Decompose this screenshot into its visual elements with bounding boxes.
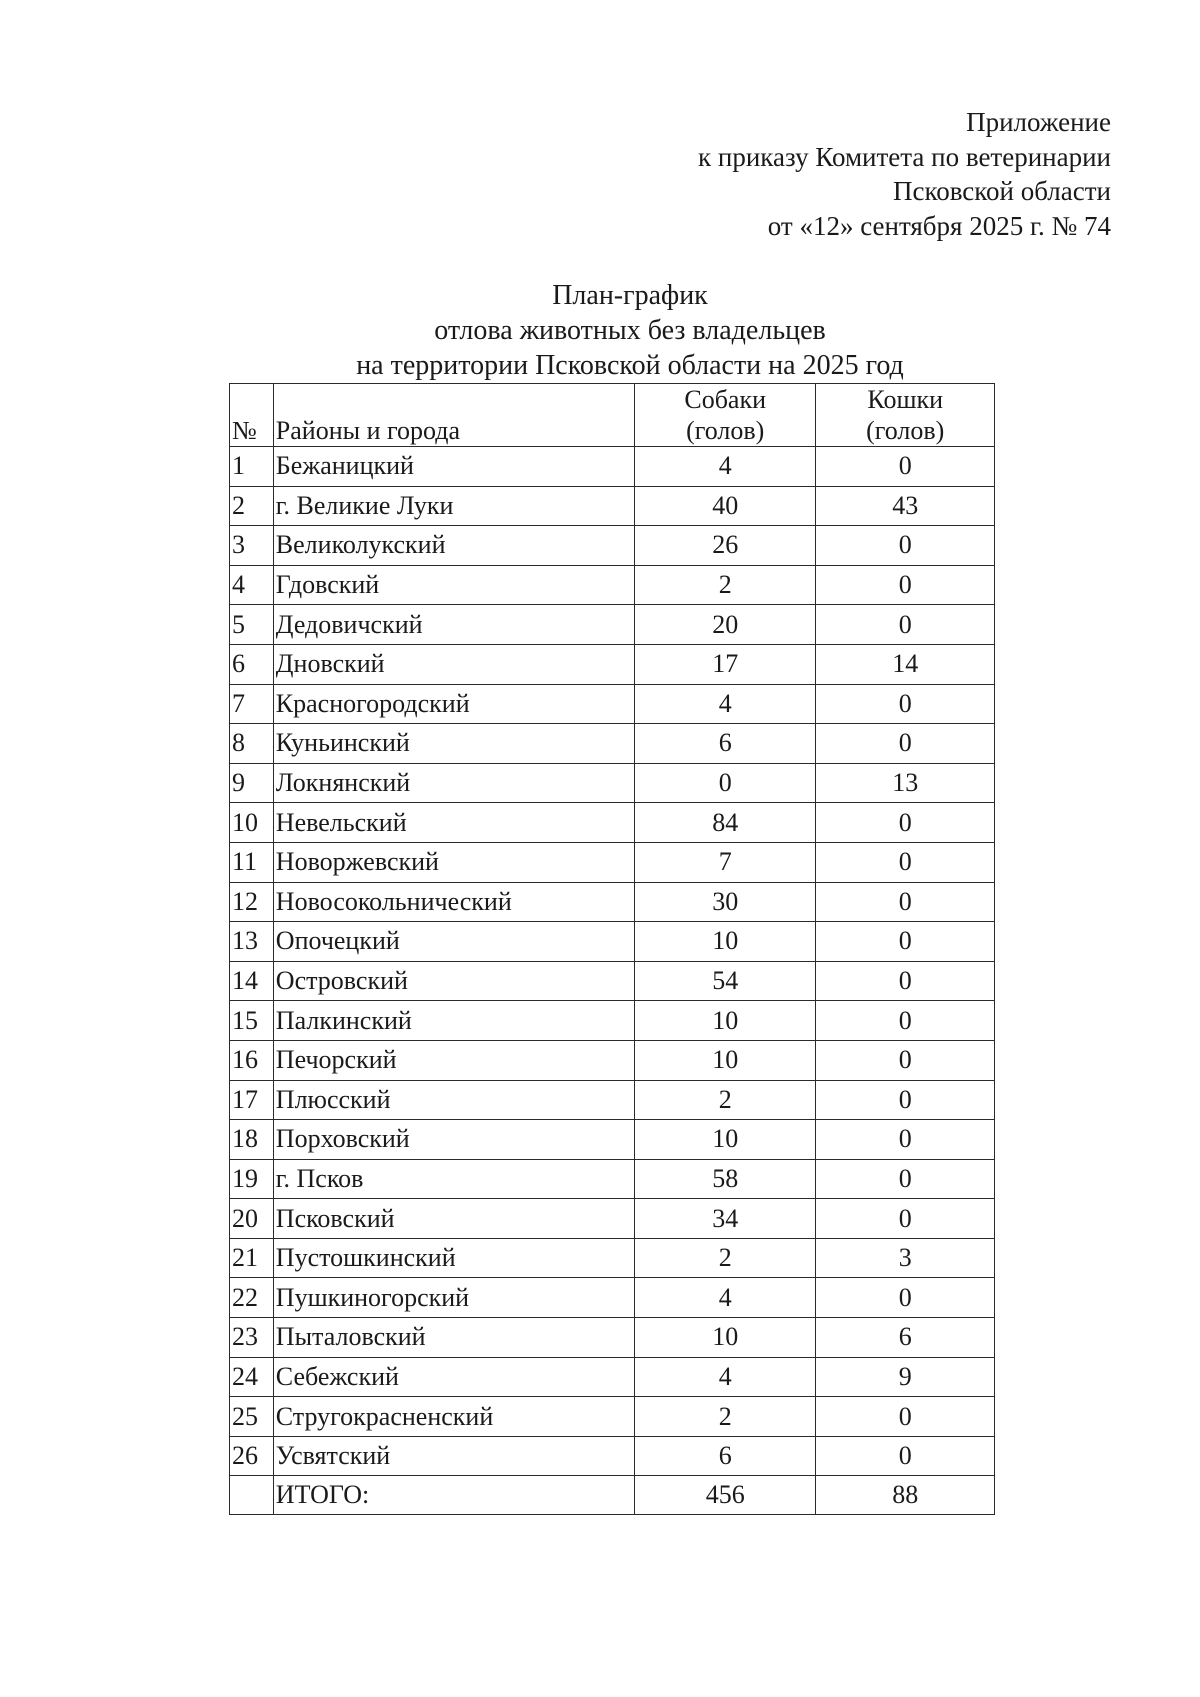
row-num: 21 [230, 1238, 274, 1278]
row-num: 20 [230, 1199, 274, 1239]
row-dogs: 4 [634, 1357, 816, 1397]
table-row [230, 684, 995, 724]
table-row [230, 1318, 995, 1358]
table-row [230, 565, 995, 605]
table-row [230, 1436, 995, 1476]
table-row [230, 1159, 995, 1199]
row-district: Пыталовский [273, 1318, 634, 1358]
row-cats: 0 [816, 1001, 995, 1041]
row-district: Пустошкинский [273, 1238, 634, 1278]
row-dogs: 6 [634, 724, 816, 764]
appendix-line-3: Псковской области [892, 176, 1111, 206]
row-dogs: 17 [634, 644, 816, 684]
row-cats: 0 [816, 1278, 995, 1318]
row-dogs: 30 [634, 882, 816, 922]
row-district: Локнянский [273, 763, 634, 803]
row-cats: 6 [816, 1318, 995, 1358]
row-num: 25 [230, 1397, 274, 1437]
document-title [230, 278, 1030, 383]
row-district: Себежский [273, 1357, 634, 1397]
row-cats: 0 [816, 1120, 995, 1160]
row-num: 12 [230, 882, 274, 922]
row-num: 10 [230, 803, 274, 843]
table-row [230, 1001, 995, 1041]
row-dogs: 4 [634, 1278, 816, 1318]
row-dogs: 2 [634, 1238, 816, 1278]
row-district: Стругокрасненский [273, 1397, 634, 1437]
row-dogs: 84 [634, 803, 816, 843]
row-num: 2 [230, 486, 274, 526]
row-cats: 14 [816, 644, 995, 684]
row-cats: 0 [816, 526, 995, 566]
row-cats: 0 [816, 605, 995, 645]
appendix-line-4: от «12» сентября 2025 г. № 74 [767, 210, 1111, 241]
row-dogs: 10 [634, 922, 816, 962]
table-row [230, 1120, 995, 1160]
table-row [230, 1278, 995, 1318]
row-district: Дновский [273, 644, 634, 684]
table-row [230, 1357, 995, 1397]
row-cats: 3 [816, 1238, 995, 1278]
table-row [230, 803, 995, 843]
row-num: 7 [230, 684, 274, 724]
row-district: Куньинский [273, 724, 634, 764]
table-header-row [230, 384, 995, 447]
row-dogs: 10 [634, 1001, 816, 1041]
row-num: 11 [230, 842, 274, 882]
title-line-1: План-график [552, 280, 708, 311]
row-num: 8 [230, 724, 274, 764]
table-row [230, 526, 995, 566]
row-dogs: 54 [634, 961, 816, 1001]
header-dogs [634, 384, 816, 447]
capture-plan-table [229, 383, 995, 1515]
table-row [230, 447, 995, 487]
table-row [230, 763, 995, 803]
row-dogs: 20 [634, 605, 816, 645]
table-row [230, 1397, 995, 1437]
total-label: ИТОГО: [273, 1476, 634, 1515]
total-dogs: 456 [634, 1476, 816, 1515]
row-cats: 0 [816, 447, 995, 487]
header-dogs-line1: Собаки [684, 385, 767, 414]
row-num: 19 [230, 1159, 274, 1199]
row-district: г. Псков [273, 1159, 634, 1199]
row-num: 14 [230, 961, 274, 1001]
row-num: 13 [230, 922, 274, 962]
table-row [230, 486, 995, 526]
row-district: Великолукский [273, 526, 634, 566]
row-dogs: 7 [634, 842, 816, 882]
row-cats: 0 [816, 565, 995, 605]
row-district: г. Великие Луки [273, 486, 634, 526]
row-district: Новосокольнический [273, 882, 634, 922]
table-row [230, 1080, 995, 1120]
row-cats: 0 [816, 1397, 995, 1437]
row-cats: 0 [816, 1040, 995, 1080]
appendix-line-1: Приложение [966, 107, 1111, 137]
row-dogs: 2 [634, 1080, 816, 1120]
row-num: 6 [230, 644, 274, 684]
row-dogs: 10 [634, 1120, 816, 1160]
row-num: 18 [230, 1120, 274, 1160]
row-district: Дедовичский [273, 605, 634, 645]
table-row [230, 605, 995, 645]
row-dogs: 40 [634, 486, 816, 526]
row-dogs: 10 [634, 1040, 816, 1080]
row-cats: 0 [816, 922, 995, 962]
table-row [230, 644, 995, 684]
row-cats: 0 [816, 961, 995, 1001]
row-district: Печорский [273, 1040, 634, 1080]
total-row [230, 1476, 995, 1515]
row-cats: 0 [816, 842, 995, 882]
row-district: Красногородский [273, 684, 634, 724]
row-num: 16 [230, 1040, 274, 1080]
header-district: Районы и города [273, 384, 634, 447]
row-district: Усвятский [273, 1436, 634, 1476]
row-dogs: 6 [634, 1436, 816, 1476]
table-row [230, 724, 995, 764]
row-cats: 9 [816, 1357, 995, 1397]
header-num: № [230, 384, 274, 447]
table-row [230, 1238, 995, 1278]
title-line-2: отлова животных без владельцев [434, 315, 826, 346]
row-num: 22 [230, 1278, 274, 1318]
row-dogs: 58 [634, 1159, 816, 1199]
row-cats: 0 [816, 684, 995, 724]
row-cats: 43 [816, 486, 995, 526]
header-cats-line1: Кошки [867, 385, 944, 414]
header-dogs-line2: (голов) [686, 416, 765, 445]
header-cats-line2: (голов) [866, 416, 945, 445]
row-district: Островский [273, 961, 634, 1001]
row-num: 23 [230, 1318, 274, 1358]
row-district: Опочецкий [273, 922, 634, 962]
row-district: Невельский [273, 803, 634, 843]
row-district: Псковский [273, 1199, 634, 1239]
row-dogs: 10 [634, 1318, 816, 1358]
row-district: Пушкиногорский [273, 1278, 634, 1318]
appendix-header [698, 105, 1111, 243]
table-row [230, 961, 995, 1001]
row-dogs: 26 [634, 526, 816, 566]
row-num: 26 [230, 1436, 274, 1476]
row-dogs: 2 [634, 565, 816, 605]
row-cats: 0 [816, 803, 995, 843]
row-cats: 13 [816, 763, 995, 803]
row-cats: 0 [816, 1080, 995, 1120]
row-cats: 0 [816, 724, 995, 764]
row-dogs: 0 [634, 763, 816, 803]
title-line-3: на территории Псковской области на 2025 год [356, 350, 904, 381]
row-num: 1 [230, 447, 274, 487]
row-district: Бежаницкий [273, 447, 634, 487]
total-num [230, 1476, 274, 1515]
row-num: 24 [230, 1357, 274, 1397]
row-dogs: 4 [634, 447, 816, 487]
row-cats: 0 [816, 1159, 995, 1199]
table-row [230, 922, 995, 962]
row-district: Плюсский [273, 1080, 634, 1120]
table-row [230, 882, 995, 922]
row-district: Порховский [273, 1120, 634, 1160]
total-cats: 88 [816, 1476, 995, 1515]
row-dogs: 2 [634, 1397, 816, 1437]
table-row [230, 1040, 995, 1080]
row-district: Новоржевский [273, 842, 634, 882]
table-body [230, 447, 995, 1476]
row-num: 17 [230, 1080, 274, 1120]
table-row [230, 842, 995, 882]
row-num: 15 [230, 1001, 274, 1041]
row-num: 5 [230, 605, 274, 645]
appendix-line-2: к приказу Комитета по ветеринарии [698, 141, 1111, 172]
row-cats: 0 [816, 1436, 995, 1476]
row-district: Гдовский [273, 565, 634, 605]
table-row [230, 1199, 995, 1239]
header-cats [816, 384, 995, 447]
row-district: Палкинский [273, 1001, 634, 1041]
row-num: 3 [230, 526, 274, 566]
row-num: 4 [230, 565, 274, 605]
row-num: 9 [230, 763, 274, 803]
row-cats: 0 [816, 1199, 995, 1239]
row-cats: 0 [816, 882, 995, 922]
row-dogs: 34 [634, 1199, 816, 1239]
row-dogs: 4 [634, 684, 816, 724]
